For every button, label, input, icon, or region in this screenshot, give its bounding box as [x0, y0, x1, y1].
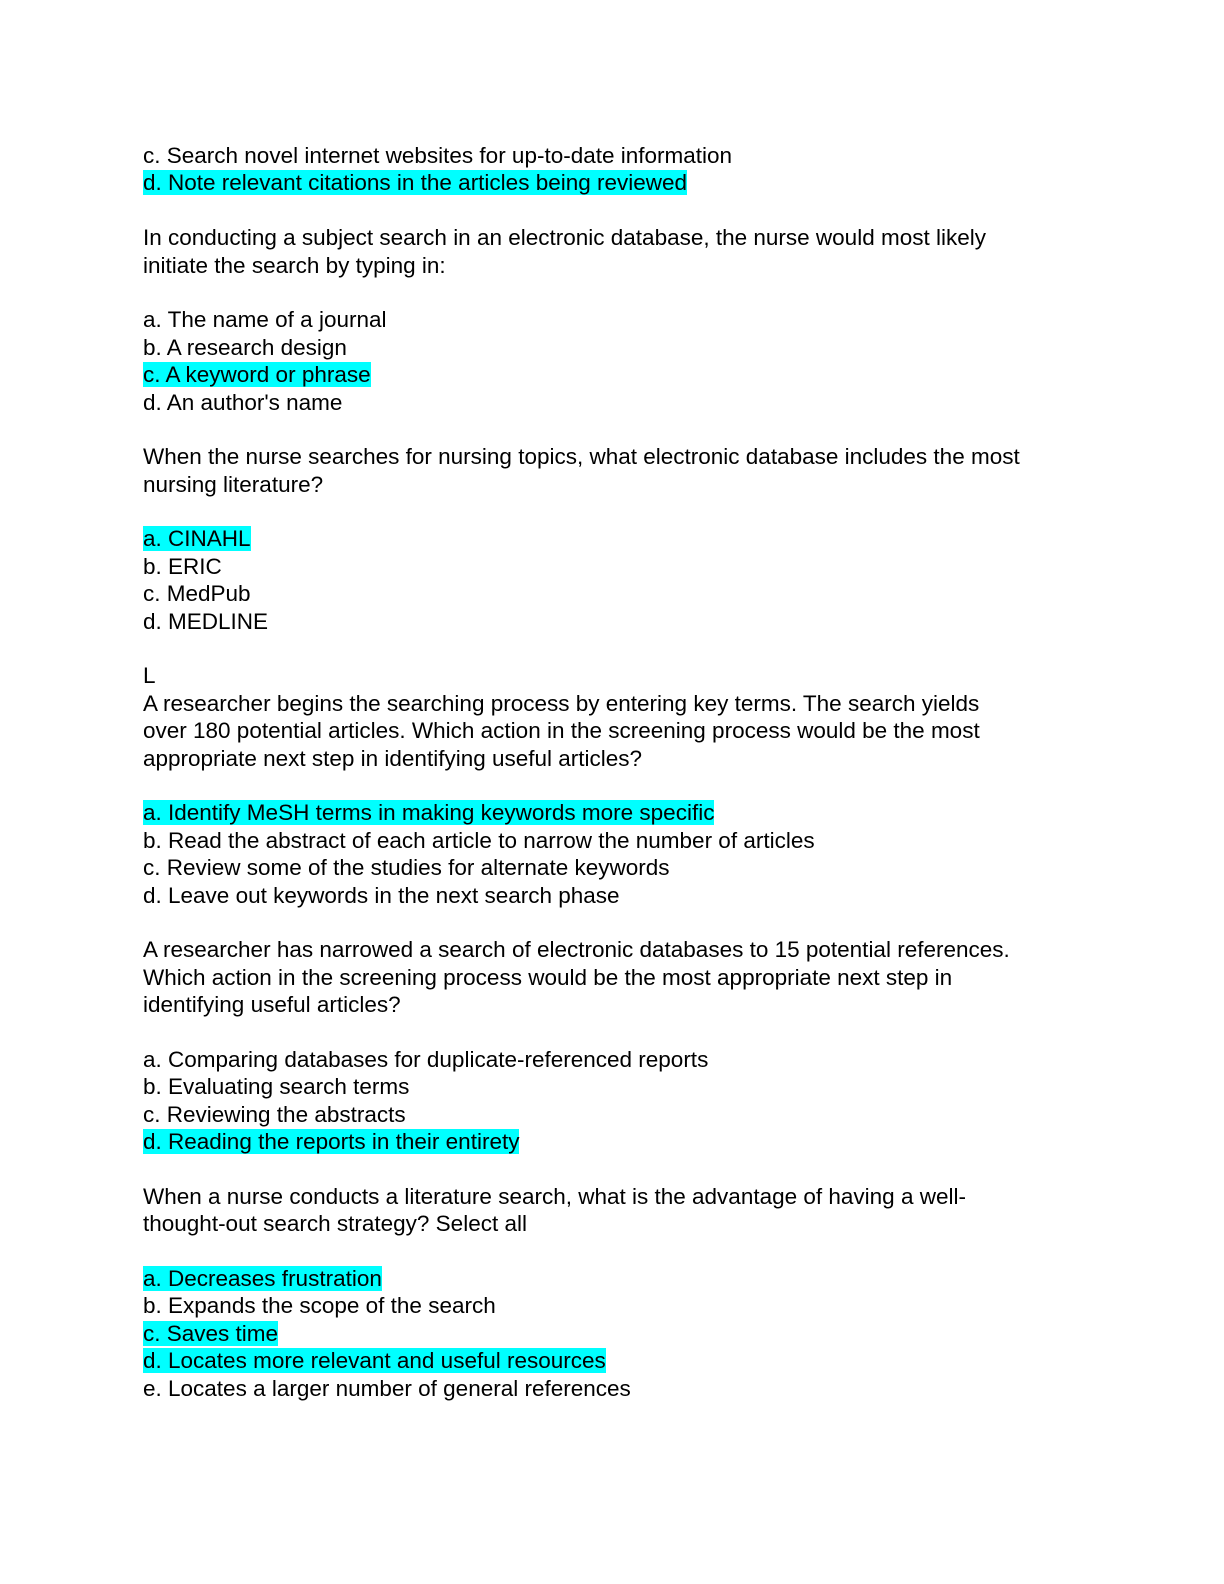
answer-option-line: [143, 1375, 1103, 1402]
answer-option-line: [143, 1101, 1103, 1128]
answer-option-line: [143, 827, 1103, 854]
question-text: over 180 potential articles. Which action in the screening process would be the most: [143, 718, 980, 744]
question-text-line: [143, 964, 1103, 991]
answer-option-line: [143, 389, 1103, 416]
question-text-line: [143, 1183, 1103, 1210]
highlighted-answer-text: d. Locates more relevant and useful resources: [143, 1348, 606, 1374]
question-text-line: [143, 662, 1103, 689]
answer-option-text: c. Reviewing the abstracts: [143, 1101, 406, 1127]
question-text: In conducting a subject search in an electronic database, the nurse would most likely: [143, 225, 986, 251]
answer-option-line: [143, 525, 1103, 552]
answer-option-line: [143, 1292, 1103, 1319]
question-text-line: [143, 690, 1103, 717]
highlighted-answer-text: a. Decreases frustration: [143, 1266, 382, 1292]
question-text-line: [143, 991, 1103, 1018]
answer-option-line: [143, 334, 1103, 361]
answer-option-line: [143, 306, 1103, 333]
answer-option-line: [143, 799, 1103, 826]
answer-option-line: [143, 1128, 1103, 1155]
answer-option-line: [143, 1347, 1103, 1374]
answer-option-text: d. MEDLINE: [143, 608, 269, 634]
answer-option-text: a. The name of a journal: [143, 307, 387, 333]
question-text: nursing literature?: [143, 471, 324, 497]
answer-option-line: [143, 169, 1103, 196]
highlighted-answer-text: a. Identify MeSH terms in making keywords more specific: [143, 800, 715, 826]
question-text-line: [143, 1210, 1103, 1237]
answer-option-line: [143, 580, 1103, 607]
question-text: A researcher begins the searching process by entering key terms. The search yields: [143, 690, 980, 716]
answer-option-line: [143, 854, 1103, 881]
answer-option-text: b. Read the abstract of each article to narrow the number of articles: [143, 827, 815, 853]
question-text: appropriate next step in identifying useful articles?: [143, 745, 643, 771]
highlighted-answer-text: c. A keyword or phrase: [143, 362, 371, 388]
blank-line: [143, 1019, 1103, 1046]
question-text-line: [143, 443, 1103, 470]
blank-line: [143, 416, 1103, 443]
question-text: initiate the search by typing in:: [143, 252, 446, 278]
answer-option-text: c. Review some of the studies for alternate keywords: [143, 855, 670, 881]
blank-line: [143, 909, 1103, 936]
highlighted-answer-text: d. Reading the reports in their entirety: [143, 1129, 520, 1155]
answer-option-line: [143, 608, 1103, 635]
answer-option-line: [143, 1046, 1103, 1073]
answer-option-line: [143, 1073, 1103, 1100]
answer-option-text: c. MedPub: [143, 581, 251, 607]
blank-line: [143, 1155, 1103, 1182]
question-text: A researcher has narrowed a search of electronic databases to 15 potential references.: [143, 937, 1010, 963]
answer-option-text: a. Comparing databases for duplicate-referenced reports: [143, 1046, 709, 1072]
question-text: L: [143, 663, 156, 689]
answer-option-text: d. An author's name: [143, 389, 343, 415]
answer-option-text: d. Leave out keywords in the next search phase: [143, 882, 620, 908]
blank-line: [143, 279, 1103, 306]
blank-line: [143, 197, 1103, 224]
highlighted-answer-text: c. Saves time: [143, 1320, 279, 1346]
blank-line: [143, 772, 1103, 799]
question-text: Which action in the screening process would be the most appropriate next step in: [143, 964, 953, 990]
blank-line: [143, 635, 1103, 662]
question-text-line: [143, 471, 1103, 498]
answer-option-line: [143, 142, 1103, 169]
question-text-line: [143, 936, 1103, 963]
blank-line: [143, 498, 1103, 525]
answer-option-line: [143, 361, 1103, 388]
question-text-line: [143, 224, 1103, 251]
question-text-line: [143, 745, 1103, 772]
answer-option-line: [143, 553, 1103, 580]
question-text: identifying useful articles?: [143, 992, 401, 1018]
question-text: When a nurse conducts a literature search, what is the advantage of having a well-: [143, 1183, 966, 1209]
question-text-line: [143, 717, 1103, 744]
answer-option-text: b. A research design: [143, 334, 347, 360]
highlighted-answer-text: d. Note relevant citations in the articles being reviewed: [143, 170, 688, 196]
answer-option-line: [143, 882, 1103, 909]
answer-option-line: [143, 1265, 1103, 1292]
answer-option-text: b. Expands the scope of the search: [143, 1293, 496, 1319]
document-page: [143, 142, 1103, 1402]
question-text: thought-out search strategy? Select all: [143, 1211, 527, 1237]
answer-option-text: c. Search novel internet websites for up-to-date information: [143, 143, 733, 168]
blank-line: [143, 1238, 1103, 1265]
highlighted-answer-text: a. CINAHL: [143, 526, 251, 552]
answer-option-text: b. ERIC: [143, 553, 222, 579]
answer-option-text: b. Evaluating search terms: [143, 1074, 410, 1100]
question-text-line: [143, 252, 1103, 279]
answer-option-text: e. Locates a larger number of general references: [143, 1375, 631, 1401]
answer-option-line: [143, 1320, 1103, 1347]
question-text: When the nurse searches for nursing topics, what electronic database includes the most: [143, 444, 1020, 470]
